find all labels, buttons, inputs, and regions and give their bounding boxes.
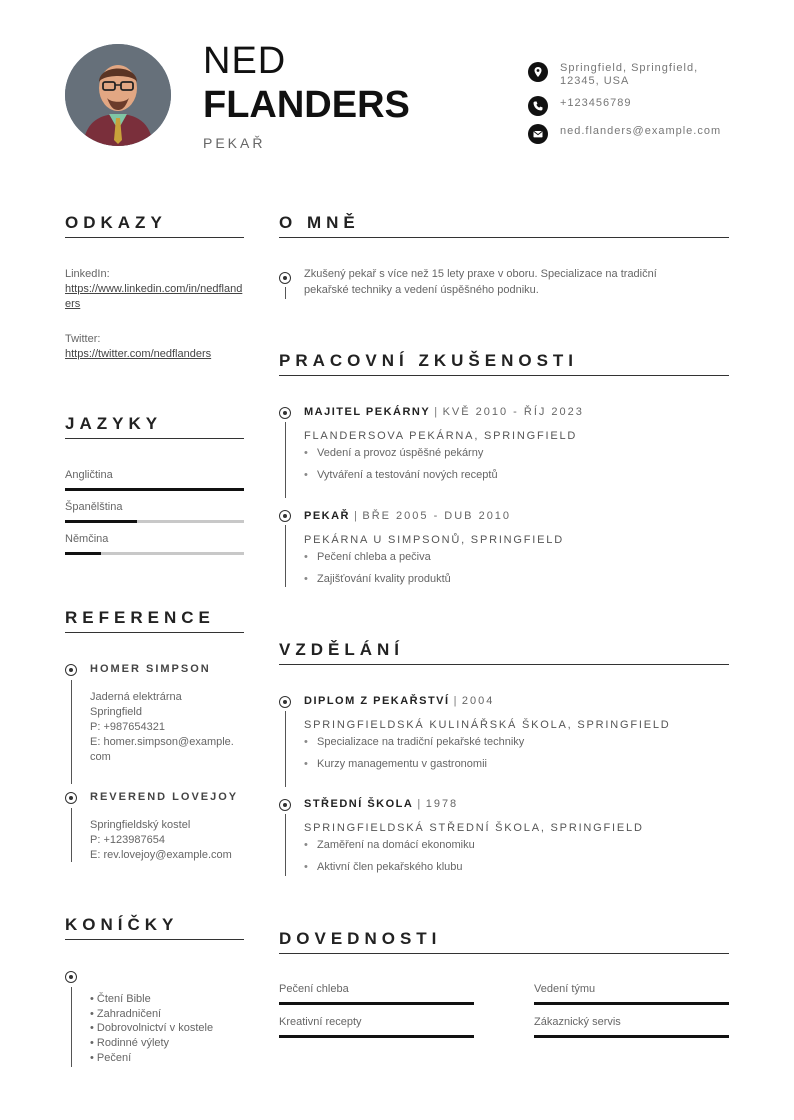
skill-bar <box>534 1035 729 1038</box>
job-role: MAJITEL PEKÁRNY <box>304 406 431 418</box>
school-name: SPRINGFIELDSKÁ KULINÁŘSKÁ ŠKOLA, SPRINGFIELD <box>304 719 671 731</box>
links-divider <box>65 237 244 238</box>
contact-phone <box>528 96 735 116</box>
reference-name: REVEREND LOVEJOY <box>90 791 239 803</box>
reference-detail: E: rev.lovejoy@example.com <box>90 849 232 861</box>
timeline-dot <box>65 792 77 804</box>
timeline-line <box>285 422 286 498</box>
reference-detail: P: +987654321 <box>90 721 165 733</box>
skill-bar <box>279 1035 474 1038</box>
timeline-line <box>71 987 72 1067</box>
skill-bar <box>279 1002 474 1005</box>
timeline-line <box>285 525 286 587</box>
hobby-item: • Rodinné výlety <box>90 1037 170 1049</box>
reference-detail: Springfieldský kostel <box>90 819 191 831</box>
timeline-line <box>285 711 286 787</box>
linkedin-link[interactable]: https://www.linkedin.com/in/nedflanders <box>65 283 243 310</box>
references-divider <box>65 632 244 633</box>
languages-title: JAZYKY <box>65 414 163 433</box>
twitter-link[interactable]: https://twitter.com/nedflanders <box>65 348 212 360</box>
timeline-line <box>285 287 286 299</box>
degree: DIPLOM Z PEKAŘSTVÍ <box>304 695 450 707</box>
reference-detail: P: +123987654 <box>90 834 165 846</box>
skill-name: Pečení chleba <box>279 983 349 995</box>
hobby-item: • Zahradničení <box>90 1008 162 1020</box>
company-name: PEKÁRNA U SIMPSONŮ, SPRINGFIELD <box>304 534 564 546</box>
about-title: O MNĚ <box>279 213 360 232</box>
contact-email <box>528 124 735 144</box>
bullet-item: • Vytváření a testování nových receptů <box>317 469 498 481</box>
job-date: KVĚ 2010 - ŘÍJ 2023 <box>442 406 584 418</box>
language-level-fill <box>65 552 101 555</box>
reference-detail: com <box>90 751 111 763</box>
school-name: SPRINGFIELDSKÁ STŘEDNÍ ŠKOLA, SPRINGFIELD <box>304 822 644 834</box>
degree: STŘEDNÍ ŠKOLA <box>304 798 414 810</box>
phone-text: +123456789 <box>560 97 632 109</box>
address-text: Springfield, Springfield, 12345, USA <box>560 62 699 87</box>
first-name: NED <box>203 40 287 82</box>
language-level-bar <box>65 520 244 523</box>
bullet-item: • Zaměření na domácí ekonomiku <box>317 839 475 851</box>
timeline-dot <box>279 510 291 522</box>
language-level-fill <box>65 488 244 491</box>
education-divider <box>279 664 729 665</box>
bullet-item: • Aktivní člen pekařského klubu <box>317 861 463 873</box>
about-divider <box>279 237 729 238</box>
degree-date: 2004 <box>461 695 495 707</box>
reference-name: HOMER SIMPSON <box>90 663 211 675</box>
mail-icon <box>528 124 548 144</box>
twitter-label: Twitter: <box>65 333 101 345</box>
skill-name: Kreativní recepty <box>279 1016 362 1028</box>
timeline-line <box>285 814 286 876</box>
hobby-item: • Pečení <box>90 1052 132 1064</box>
skills-divider <box>279 953 729 954</box>
about-text: pekařské techniky a vedení úspěšného podniku. <box>304 284 539 296</box>
references-title: REFERENCE <box>65 608 215 627</box>
bullet-item: • Pečení chleba a pečiva <box>317 551 431 563</box>
skills-title: DOVEDNOSTI <box>279 929 442 948</box>
timeline-line <box>71 680 72 784</box>
language-name: Angličtina <box>65 469 113 481</box>
hobbies-divider <box>65 939 244 940</box>
education-header: DIPLOM Z PEKAŘSTVÍ | 2004 <box>304 695 495 707</box>
skill-name: Zákaznický servis <box>534 1016 621 1028</box>
last-name: FLANDERS <box>203 84 410 126</box>
timeline-dot <box>65 664 77 676</box>
reference-detail: Jaderná elektrárna <box>90 691 182 703</box>
linkedin-label: LinkedIn: <box>65 268 110 280</box>
company-name: FLANDERSOVA PEKÁRNA, SPRINGFIELD <box>304 430 578 442</box>
timeline-dot <box>279 696 291 708</box>
about-text: Zkušený pekař s více než 15 lety praxe v oboru. Specializace na tradiční <box>304 268 657 280</box>
timeline-dot <box>279 799 291 811</box>
language-name: Španělština <box>65 501 123 513</box>
language-level-fill <box>65 520 137 523</box>
languages-divider <box>65 438 244 439</box>
degree-date: 1978 <box>425 798 459 810</box>
experience-header: MAJITEL PEKÁRNY | KVĚ 2010 - ŘÍJ 2023 <box>304 406 584 418</box>
timeline-dot <box>65 971 77 983</box>
job-role: PEKAŘ <box>304 510 351 522</box>
bullet-item: • Vedení a provoz úspěšné pekárny <box>317 447 483 459</box>
hobby-item: • Dobrovolnictví v kostele <box>90 1022 214 1034</box>
timeline-line <box>71 808 72 862</box>
timeline-dot <box>279 407 291 419</box>
skill-name: Vedení týmu <box>534 983 596 995</box>
experience-title: PRACOVNÍ ZKUŠENOSTI <box>279 351 579 370</box>
reference-detail: E: homer.simpson@example. <box>90 736 234 748</box>
education-title: VZDĚLÁNÍ <box>279 640 404 659</box>
language-level-bar <box>65 552 244 555</box>
bullet-item: • Kurzy managementu v gastronomii <box>317 758 487 770</box>
contact-address <box>528 62 735 88</box>
language-name: Němčina <box>65 533 109 545</box>
bullet-item: • Zajišťování kvality produktů <box>317 573 451 585</box>
phone-icon <box>528 96 548 116</box>
hobbies-title: KONÍČKY <box>65 915 179 934</box>
hobby-item: • Čtení Bible <box>90 993 151 1005</box>
language-level-bar <box>65 488 244 491</box>
links-title: ODKAZY <box>65 213 167 232</box>
job-title: PEKAŘ <box>203 135 266 151</box>
job-date: BŘE 2005 - DUB 2010 <box>362 510 512 522</box>
reference-detail: Springfield <box>90 706 142 718</box>
timeline-dot <box>279 272 291 284</box>
experience-header: PEKAŘ | BŘE 2005 - DUB 2010 <box>304 510 512 522</box>
email-text: ned.flanders@example.com <box>560 125 722 137</box>
bullet-item: • Specializace na tradiční pekařské techniky <box>317 736 524 748</box>
education-header: STŘEDNÍ ŠKOLA | 1978 <box>304 798 459 810</box>
experience-divider <box>279 375 729 376</box>
skill-bar <box>534 1002 729 1005</box>
location-pin-icon <box>528 62 548 82</box>
profile-photo <box>65 44 171 146</box>
